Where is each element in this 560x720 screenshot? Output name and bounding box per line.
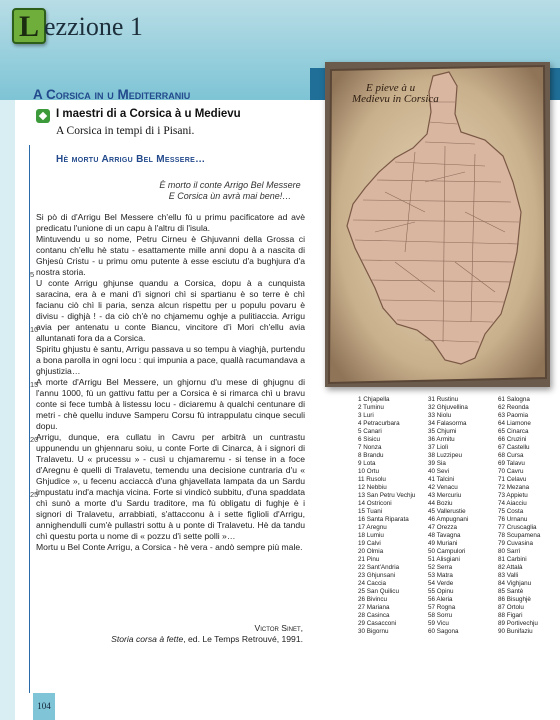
legend-item: 6 Sisicu xyxy=(358,436,381,443)
legend-item: 17 Aregnu xyxy=(358,524,387,531)
legend-item: 30 Bigornu xyxy=(358,628,389,635)
corsica-map-graphic xyxy=(325,62,550,387)
story-body xyxy=(36,212,305,553)
paragraph: A morte d'Arrigu Bel Messere, un ghjornu d'u mese di ghjugnu di l'annu 1000, fù un gattivu fattu per a Corsica è si rimarca chì u bravu conte si fece tumbà à listessu locu - diciaremu à qualchi centunare di metri - chè quellu induve Samperu Corsu fù intrappulatu cinque seculi dopu. xyxy=(36,377,305,431)
map-title-line: E pieve à u xyxy=(366,82,416,94)
legend-item: 5 Canari xyxy=(358,428,382,435)
legend-item: 75 Costa xyxy=(498,508,524,515)
story-title: Hè mortu Arrigu Bel Messere… xyxy=(56,154,206,165)
legend-item: 49 Muriani xyxy=(428,540,458,547)
lesson-title: ezzione 1 xyxy=(44,12,143,41)
legend-item: 72 Mezana xyxy=(498,484,530,491)
legend-item: 19 Calvi xyxy=(358,540,381,547)
legend-item: 52 Serra xyxy=(428,564,453,571)
legend-item: 61 Salogna xyxy=(498,396,530,403)
legend-item: 8 Brandu xyxy=(358,452,384,459)
legend-item: 4 Petracurbara xyxy=(358,420,400,427)
legend-item: 14 Ostriconi xyxy=(358,500,392,507)
source xyxy=(80,634,303,645)
legend-column xyxy=(358,396,428,636)
legend-item: 54 Verde xyxy=(428,580,454,587)
legend-item: 81 Carbini xyxy=(498,556,527,563)
legend-item: 13 San Petru Vechju xyxy=(358,492,416,499)
legend-item: 68 Cursa xyxy=(498,452,524,459)
legend-item: 38 Luzzipeu xyxy=(428,452,462,459)
attribution xyxy=(80,623,303,645)
legend-item: 23 Ghjunsani xyxy=(358,572,396,579)
epigraph-line: E Corsica ùn avrà mai bene!… xyxy=(168,191,292,201)
legend-item: 82 Attalà xyxy=(498,564,523,571)
legend-item: 86 Bisughjè xyxy=(498,596,531,603)
legend-item: 71 Celavu xyxy=(498,476,527,483)
legend-item: 67 Castellu xyxy=(498,444,530,451)
legend-item: 22 Sant'Andria xyxy=(358,564,400,571)
legend-item: 3 Luri xyxy=(358,412,374,419)
legend-column xyxy=(428,396,498,636)
diamond-bullet-icon xyxy=(36,109,50,123)
legend-item: 15 Tuani xyxy=(358,508,383,515)
legend-item: 24 Caccia xyxy=(358,580,387,587)
line-number: 15 xyxy=(30,380,39,389)
legend-item: 27 Mariana xyxy=(358,604,390,611)
legend-item: 28 Casinca xyxy=(358,612,390,619)
margin-rule xyxy=(29,145,30,693)
legend-item: 41 Talcini xyxy=(428,476,455,483)
legend-item: 90 Bunifaziu xyxy=(498,628,533,635)
page-number-box xyxy=(33,693,55,720)
legend-item: 44 Boziu xyxy=(428,500,453,507)
legend-item: 36 Armitu xyxy=(428,436,455,443)
legend-item: 39 Sia xyxy=(428,460,446,467)
subsection-subtitle: A Corsica in tempi di i Pisani. xyxy=(56,125,195,137)
paragraph: Spiritu ghjustu è santu, Arrigu passava u so tempu à viaghjà, purtendu a bona parolla in ogni locu : qui impunia a pace, quallà racumandava a ghjustizia… xyxy=(36,344,305,376)
legend-item: 50 Campulori xyxy=(428,548,466,555)
legend-item: 88 Figari xyxy=(498,612,523,619)
legend-item: 34 Falasorma xyxy=(428,420,467,427)
paragraph: Mintuvendu u so nome, Petru Cirneu è Ghjuvanni della Grossa ci contanu ch'ellu hè statu - esattamente mille anni dopu à a nascita di Ghjesù Cristu - u primu omu putente à esse esciutu d'a bughjura d'a nostra storia. xyxy=(36,234,305,277)
subsection-title: I maestri di a Corsica à u Medievu xyxy=(56,108,241,120)
legend-item: 89 Portivechju xyxy=(498,620,538,627)
legend-item: 10 Ortu xyxy=(358,468,379,475)
legend-item: 18 Lumiu xyxy=(358,532,384,539)
source-title: Storia corsa à fette xyxy=(111,634,184,644)
legend-item: 7 Nonza xyxy=(358,444,382,451)
legend-item: 40 Sevi xyxy=(428,468,450,475)
lesson-logo xyxy=(12,8,46,44)
legend-item: 79 Cuvasina xyxy=(498,540,534,547)
legend-item: 42 Venacu xyxy=(428,484,458,491)
legend-item: 46 Ampugnani xyxy=(428,516,469,523)
paragraph: Arrigu, dunque, era cullatu in Cavru per arbitrà un cuntrastu uppunendu un ghjennaru soiu, u conte Forte di Cinarca, à i signori di Tralavetu. U « prucessu » - cusì u chjamaremu - si tense in a foce d'Aregnu è quelli di Tralavetu, temendu una decisione cuntraria d'u « Ghjudice », u fecenu acciaccà d'una ghjavellata lampata da un Sardu impustatu ind'a machja vicina. Forte si vindicò subbitu, d'una spaddata chì sunò a morte d'u Sardu traditore, ma fù obligatu di fughje è i signori di Tralavetu, arrabbiati, s'attacconu à i sette figlioli d'Arrigu, annighendulli cum'è pullastri sottu à u ponte di Tralavetu. Hè da tandu chì questu porta u nome di « pozzu d'i sette polli »… xyxy=(36,432,305,541)
legend-item: 87 Ortolu xyxy=(498,604,524,611)
legend-item: 77 Cruscaglia xyxy=(498,524,537,531)
legend-item: 63 Paomia xyxy=(498,412,529,419)
legend-item: 20 Olmia xyxy=(358,548,384,555)
legend-item: 65 Cinarca xyxy=(498,428,529,435)
map-title xyxy=(344,83,439,105)
legend-item: 11 Rusolu xyxy=(358,476,386,483)
legend-item: 12 Nebbiu xyxy=(358,484,387,491)
legend-item: 2 Tuminu xyxy=(358,404,384,411)
legend-item: 76 Urnanu xyxy=(498,516,528,523)
legend-item: 80 Sarrì xyxy=(498,548,521,555)
source-rest: , ed. Le Temps Retrouvé, 1991. xyxy=(183,634,303,644)
epigraph-line: È morto il conte Arrigo Bel Messere xyxy=(159,180,301,190)
legend-item: 45 Vallerustie xyxy=(428,508,466,515)
legend-item: 56 Aleria xyxy=(428,596,453,603)
page-number: 104 xyxy=(37,701,51,711)
line-number: 5 xyxy=(30,270,35,279)
lesson-logo-letter: L xyxy=(18,10,39,43)
legend-item: 29 Casacconi xyxy=(358,620,397,627)
legend-item: 70 Cavru xyxy=(498,468,524,475)
legend-item: 9 Lota xyxy=(358,460,376,467)
legend-item: 16 Santa Riparata xyxy=(358,516,409,523)
paragraph: Si pò di d'Arrigu Bel Messere ch'ellu fù u primu pacificatore ad avè predicatu l'unione di un capu à l'altru di l'isula. xyxy=(36,212,305,233)
legend-item: 31 Rustinu xyxy=(428,396,459,403)
legend-item: 60 Sagona xyxy=(428,628,459,635)
paragraph: Mortu u Bel Conte Arrigu, a Corsica - hè vera - andò sempre più male. xyxy=(36,542,303,552)
legend-item: 1 Chjapella xyxy=(358,396,390,403)
line-number: 25 xyxy=(30,490,39,499)
legend-item: 85 Santè xyxy=(498,588,524,595)
map-legend xyxy=(358,396,560,636)
legend-item: 66 Cruzini xyxy=(498,436,527,443)
legend-item: 62 Reonda xyxy=(498,404,529,411)
legend-item: 32 Ghjuvellina xyxy=(428,404,468,411)
line-number: 10 xyxy=(30,325,39,334)
left-margin-band xyxy=(0,100,15,720)
legend-item: 33 Niolu xyxy=(428,412,452,419)
legend-item: 53 Matra xyxy=(428,572,453,579)
legend-item: 48 Tavagna xyxy=(428,532,461,539)
legend-item: 57 Rogna xyxy=(428,604,456,611)
legend-item: 64 Liamone xyxy=(498,420,531,427)
legend-item: 83 Valli xyxy=(498,572,519,579)
paragraph: U conte Arrigu ghjunse quandu a Corsica, dopu à a cunquista saracina, era à e mani d'i signori chì si spartianu è so terre è chì facianu ciò chì li paria, senza alcun rispettu per u populu povaru è divisu - dighjà ! - da ciò ch'è no chjamemu oghje a pulitiaccia. Arrigu avia per antenatu u conte Biancu, vincitore d'i Mori ch'ellu avia alluntanati fora da a Corsica. xyxy=(36,278,305,343)
legend-item: 37 Liolì xyxy=(428,444,449,451)
legend-item: 84 Vighjanu xyxy=(498,580,532,587)
legend-item: 58 Sorru xyxy=(428,612,453,619)
map-image xyxy=(325,62,550,387)
legend-item: 55 Opinu xyxy=(428,588,454,595)
legend-item: 69 Talavu xyxy=(498,460,525,467)
legend-item: 73 Appietu xyxy=(498,492,528,499)
section-title: A Corsica in u Mediterraniu xyxy=(33,87,191,102)
legend-item: 35 Chjumi xyxy=(428,428,457,435)
legend-item: 78 Scupamena xyxy=(498,532,541,539)
line-number: 20 xyxy=(30,435,39,444)
legend-item: 74 Aiacciu xyxy=(498,500,527,507)
epigraph xyxy=(100,180,360,202)
legend-item: 59 Vicu xyxy=(428,620,449,627)
legend-item: 43 Mercuriu xyxy=(428,492,462,499)
legend-item: 47 Orezza xyxy=(428,524,458,531)
legend-column xyxy=(498,396,560,636)
legend-item: 26 Bivincu xyxy=(358,596,388,603)
legend-item: 51 Alisgiani xyxy=(428,556,460,563)
legend-item: 25 San Quilicu xyxy=(358,588,399,595)
map-title-line: Medievu in Corsica xyxy=(352,93,439,105)
legend-item: 21 Pinu xyxy=(358,556,380,563)
author: Victor Sinet, xyxy=(254,623,303,633)
